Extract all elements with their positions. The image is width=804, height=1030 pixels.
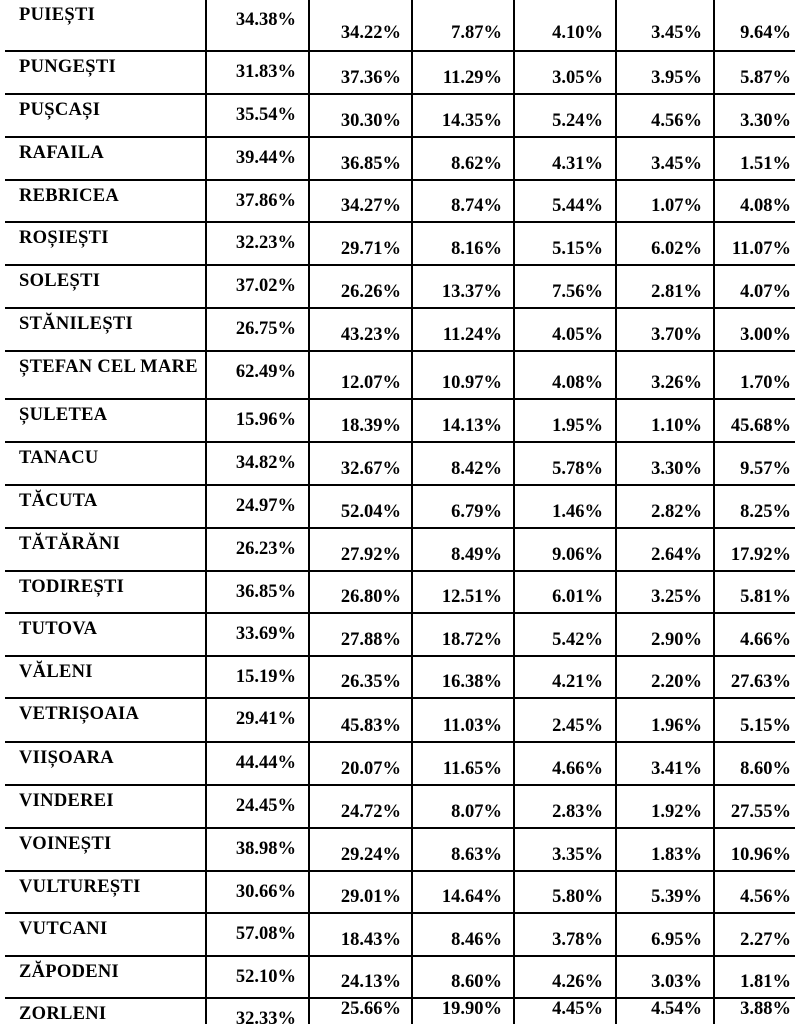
percentage-cell: 10.97% (441, 373, 502, 393)
percentage-cell: 5.78% (552, 459, 603, 479)
percentage-cell: 32.67% (340, 459, 401, 479)
commune-name: VINDEREI (19, 791, 114, 811)
commune-name: STĂNILEȘTI (19, 314, 134, 334)
commune-name: ZĂPODENI (19, 962, 120, 982)
percentage-cell: 19.90% (441, 999, 502, 1019)
table-row (5, 221, 795, 266)
commune-name: ZORLENI (19, 1004, 107, 1024)
percentage-cell: 3.05% (552, 68, 603, 88)
percentage-cell: 3.95% (651, 68, 702, 88)
table-row (5, 912, 795, 957)
table-row (5, 697, 795, 743)
first-percentage-cell: 15.96% (235, 410, 296, 430)
percentage-cell: 37.36% (340, 68, 401, 88)
percentage-cell: 24.13% (340, 972, 401, 992)
percentage-cell: 10.96% (730, 845, 791, 865)
percentage-cell: 12.07% (340, 373, 401, 393)
percentage-cell: 3.30% (651, 459, 702, 479)
first-percentage-cell: 32.23% (235, 233, 296, 253)
commune-name: VOINEȘTI (19, 834, 112, 854)
percentage-cell: 3.88% (740, 999, 791, 1019)
percentage-cell: 3.45% (651, 154, 702, 174)
percentage-cell: 43.23% (340, 325, 401, 345)
table-row (5, 179, 795, 223)
percentage-cell: 4.10% (552, 23, 603, 43)
percentage-cell: 8.46% (451, 930, 502, 950)
table-row (5, 136, 795, 181)
commune-name: ROȘIEȘTI (19, 228, 109, 248)
percentage-cell: 1.95% (552, 416, 603, 436)
percentage-cell: 1.07% (651, 196, 702, 216)
commune-name: REBRICEA (19, 186, 120, 206)
percentage-cell: 2.27% (740, 930, 791, 950)
percentage-cell: 34.22% (340, 23, 401, 43)
percentage-cell: 3.35% (552, 845, 603, 865)
percentage-cell: 5.15% (740, 716, 791, 736)
percentage-cell: 1.70% (740, 373, 791, 393)
first-percentage-cell: 29.41% (235, 709, 296, 729)
commune-name: TUTOVA (19, 619, 98, 639)
percentage-cell: 8.42% (451, 459, 502, 479)
percentage-cell: 14.13% (441, 416, 502, 436)
commune-name: SOLEȘTI (19, 271, 101, 291)
percentage-cell: 27.55% (730, 802, 791, 822)
percentage-cell: 8.62% (451, 154, 502, 174)
percentage-cell: 8.25% (740, 502, 791, 522)
percentage-cell: 4.21% (552, 672, 603, 692)
percentage-cell: 5.80% (552, 887, 603, 907)
percentage-cell: 4.05% (552, 325, 603, 345)
percentage-cell: 18.72% (441, 630, 502, 650)
percentage-cell: 9.64% (740, 23, 791, 43)
first-percentage-cell: 30.66% (235, 882, 296, 902)
percentage-cell: 2.83% (552, 802, 603, 822)
percentage-cell: 4.56% (651, 111, 702, 131)
table-row (5, 93, 795, 138)
percentage-cell: 5.44% (552, 196, 603, 216)
first-percentage-cell: 31.83% (235, 62, 296, 82)
commune-name: TĂTĂRĂNI (19, 534, 121, 554)
percentage-cell: 3.30% (740, 111, 791, 131)
percentage-cell: 8.49% (451, 545, 502, 565)
percentage-cell: 29.24% (340, 845, 401, 865)
percentage-cell: 25.66% (340, 999, 401, 1019)
percentage-cell: 3.03% (651, 972, 702, 992)
percentage-cell: 45.68% (730, 416, 791, 436)
percentage-cell: 5.87% (740, 68, 791, 88)
percentage-cell: 4.26% (552, 972, 603, 992)
commune-name: VULTUREȘTI (19, 877, 141, 897)
commune-name: VĂLENI (19, 662, 93, 682)
percentage-cell: 36.85% (340, 154, 401, 174)
percentage-cell: 4.45% (552, 999, 603, 1019)
commune-name: TĂCUTA (19, 491, 98, 511)
percentage-cell: 2.45% (552, 716, 603, 736)
percentage-cell: 16.38% (441, 672, 502, 692)
percentage-cell: 13.37% (441, 282, 502, 302)
table-row (5, 398, 795, 443)
percentage-cell: 8.63% (451, 845, 502, 865)
percentage-cell: 26.80% (340, 587, 401, 607)
table-row (5, 870, 795, 914)
table-row (5, 527, 795, 572)
percentage-cell: 4.08% (740, 196, 791, 216)
table-row (5, 955, 795, 999)
table-row (5, 50, 795, 95)
first-percentage-cell: 57.08% (235, 924, 296, 944)
percentage-cell: 29.71% (340, 239, 401, 259)
percentage-cell: 4.07% (740, 282, 791, 302)
percentage-cell: 2.81% (651, 282, 702, 302)
percentage-cell: 4.08% (552, 373, 603, 393)
percentage-cell: 11.29% (442, 68, 502, 88)
percentage-cell: 11.24% (442, 325, 502, 345)
first-percentage-cell: 26.75% (235, 319, 296, 339)
percentage-cell: 2.64% (651, 545, 702, 565)
percentage-cell: 20.07% (340, 759, 401, 779)
first-percentage-cell: 36.85% (235, 582, 296, 602)
percentage-cell: 3.00% (740, 325, 791, 345)
percentage-cell: 14.35% (441, 111, 502, 131)
percentage-cell: 11.03% (442, 716, 502, 736)
commune-name: TANACU (19, 448, 99, 468)
commune-name: PUȘCAȘI (19, 100, 101, 120)
table-row (5, 997, 795, 1029)
percentage-cell: 27.63% (730, 672, 791, 692)
first-percentage-cell: 62.49% (235, 362, 296, 382)
table-row (5, 441, 795, 486)
percentage-cell: 27.88% (340, 630, 401, 650)
percentage-cell: 9.06% (552, 545, 603, 565)
first-percentage-cell: 24.45% (235, 796, 296, 816)
percentage-cell: 52.04% (340, 502, 401, 522)
commune-name: VIIȘOARA (19, 748, 114, 768)
percentage-cell: 4.56% (740, 887, 791, 907)
percentage-cell: 9.57% (740, 459, 791, 479)
first-percentage-cell: 33.69% (235, 624, 296, 644)
commune-name: RAFAILA (19, 143, 105, 163)
percentage-cell: 8.07% (451, 802, 502, 822)
commune-name: VUTCANI (19, 919, 108, 939)
percentage-cell: 1.10% (651, 416, 702, 436)
percentage-cell: 6.79% (451, 502, 502, 522)
percentage-cell: 6.01% (552, 587, 603, 607)
percentage-cell: 8.74% (451, 196, 502, 216)
percentage-cell: 3.41% (651, 759, 702, 779)
commune-name: VETRIȘOAIA (19, 704, 140, 724)
percentage-cell: 29.01% (340, 887, 401, 907)
first-percentage-cell: 15.19% (235, 667, 296, 687)
percentage-cell: 24.72% (340, 802, 401, 822)
first-percentage-cell: 24.97% (235, 496, 296, 516)
table-row (5, 307, 795, 352)
percentage-cell: 5.81% (740, 587, 791, 607)
percentage-cell: 27.92% (340, 545, 401, 565)
table-row (5, 612, 795, 657)
table-row (5, 570, 795, 614)
percentage-cell: 30.30% (340, 111, 401, 131)
first-percentage-cell: 34.82% (235, 453, 296, 473)
percentage-cell: 14.64% (441, 887, 502, 907)
percentage-cell: 26.35% (340, 672, 401, 692)
first-percentage-cell: 44.44% (235, 753, 296, 773)
percentage-cell: 2.20% (651, 672, 702, 692)
percentage-cell: 2.90% (651, 630, 702, 650)
commune-name: ȘULETEA (19, 405, 108, 425)
table-row (5, 784, 795, 829)
percentage-cell: 5.24% (552, 111, 603, 131)
commune-name: PUNGEȘTI (19, 57, 116, 77)
table-row (5, 827, 795, 872)
first-percentage-cell: 37.02% (235, 276, 296, 296)
first-percentage-cell: 26.23% (235, 539, 296, 559)
first-percentage-cell: 34.38% (235, 10, 296, 30)
percentage-cell: 1.96% (651, 716, 702, 736)
percentage-cell: 1.51% (740, 154, 791, 174)
percentage-cell: 18.43% (340, 930, 401, 950)
percentage-cell: 11.07% (731, 239, 791, 259)
percentage-cell: 3.78% (552, 930, 603, 950)
percentage-cell: 3.26% (651, 373, 702, 393)
percentage-cell: 6.02% (651, 239, 702, 259)
percentage-cell: 5.39% (651, 887, 702, 907)
percentage-cell: 4.31% (552, 154, 603, 174)
commune-name: ȘTEFAN CEL MARE (19, 357, 198, 377)
percentage-cell: 1.46% (552, 502, 603, 522)
percentage-cell: 26.26% (340, 282, 401, 302)
first-percentage-cell: 52.10% (235, 967, 296, 987)
commune-name: PUIEȘTI (19, 5, 96, 25)
first-percentage-cell: 32.33% (235, 1009, 296, 1029)
table-row (5, 350, 795, 400)
percentage-cell: 34.27% (340, 196, 401, 216)
percentage-cell: 8.16% (451, 239, 502, 259)
percentage-cell: 4.66% (552, 759, 603, 779)
percentage-cell: 7.87% (451, 23, 502, 43)
table-row (5, 741, 795, 786)
percentage-cell: 11.65% (442, 759, 502, 779)
table-row (5, 655, 795, 699)
percentage-cell: 3.45% (651, 23, 702, 43)
percentage-cell: 7.56% (552, 282, 603, 302)
percentage-cell: 12.51% (441, 587, 502, 607)
percentage-cell: 8.60% (451, 972, 502, 992)
first-percentage-cell: 38.98% (235, 839, 296, 859)
percentage-cell: 4.66% (740, 630, 791, 650)
first-percentage-cell: 39.44% (235, 148, 296, 168)
percentage-cell: 5.15% (552, 239, 603, 259)
percentage-cell: 1.92% (651, 802, 702, 822)
percentage-cell: 4.54% (651, 999, 702, 1019)
table-row (5, 0, 795, 50)
table-row (5, 484, 795, 529)
commune-name: TODIREȘTI (19, 577, 125, 597)
percentage-cell: 45.83% (340, 716, 401, 736)
percentage-cell: 6.95% (651, 930, 702, 950)
percentage-cell: 17.92% (730, 545, 791, 565)
percentage-cell: 8.60% (740, 759, 791, 779)
percentage-cell: 2.82% (651, 502, 702, 522)
first-percentage-cell: 37.86% (235, 191, 296, 211)
percentage-cell: 18.39% (340, 416, 401, 436)
table-row (5, 264, 795, 309)
percentage-cell: 5.42% (552, 630, 603, 650)
percentage-cell: 3.25% (651, 587, 702, 607)
percentage-cell: 1.81% (740, 972, 791, 992)
percentage-cell: 3.70% (651, 325, 702, 345)
first-percentage-cell: 35.54% (235, 105, 296, 125)
percentage-cell: 1.83% (651, 845, 702, 865)
